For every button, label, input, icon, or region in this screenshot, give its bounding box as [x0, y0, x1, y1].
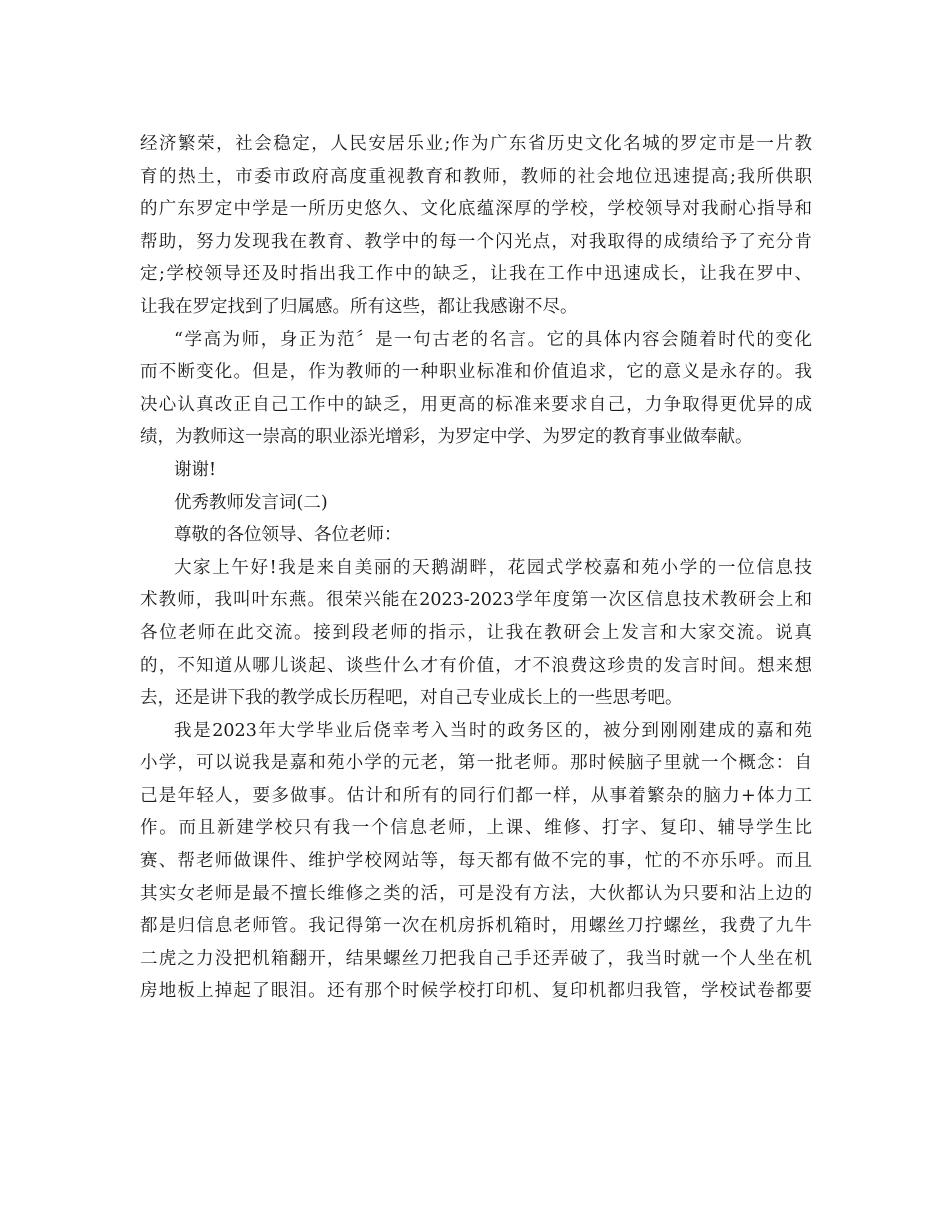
text-line-23: 赛、帮老师做课件、维护学校网站等，每天都有做不完的事，忙的不亦乐呼。而且 — [140, 851, 812, 872]
document-body — [140, 128, 812, 1008]
text-line-22: 作。而且新建学校只有我一个信息老师，上课、维修、打字、复印、辅导学生比 — [140, 818, 812, 839]
text-line-17: 的，不知道从哪儿谈起、谈些什么才有价值，才不浪费这珍贵的发言时间。想来想 — [140, 655, 812, 676]
text-line-27: 房地板上掉起了眼泪。还有那个时候学校打印机、复印机都归我管，学校试卷都要 — [140, 981, 812, 1002]
text-line-19: 我是2023年大学毕业后侥幸考入当时的政务区的，被分到刚刚建成的嘉和苑 — [174, 720, 812, 741]
salutation: 尊敬的各位领导、各位老师： — [174, 525, 402, 546]
text-line-18: 去，还是讲下我的教学成长历程吧，对自己专业成长上的一些思考吧。 — [140, 688, 683, 709]
text-line-20: 小学，可以说我是嘉和苑小学的元老，第一批老师。那时候脑子里就一个概念：自 — [140, 753, 812, 774]
text-line-24: 其实女老师是最不擅长维修之类的活，可是没有方法，大伙都认为只要和沾上边的 — [140, 883, 812, 904]
text-line-10: 绩，为教师这一崇高的职业添光增彩，为罗定中学、为罗定的教育事业做奉献。 — [140, 427, 753, 448]
text-line-15: 术教师，我叫叶东燕。很荣兴能在2023-2023学年度第一次区信息技术教研会上和 — [140, 590, 812, 611]
text-line-9: 决心认真改正自己工作中的缺乏，用更高的标准来要求自己，力争取得更优异的成 — [140, 394, 812, 415]
text-line-1: 经济繁荣，社会稳定，人民安居乐业;作为广东省历史文化名城的罗定市是一片教 — [140, 134, 812, 154]
text-line-11: 谢谢! — [174, 459, 217, 480]
text-line-2: 育的热土，市委市政府高度重视教育和教师，教师的社会地位迅速提高;我所供职 — [140, 166, 812, 187]
text-line-21: 己是年轻人，要多做事。估计和所有的同行们都一样，从事着繁杂的脑力+体力工 — [140, 785, 812, 806]
text-line-7: “学高为师，身正为范〞是一句古老的名言。它的具体内容会随着时代的变化 — [174, 329, 812, 350]
text-line-16: 各位老师在此交流。接到段老师的指示，让我在教研会上发言和大家交流。说真 — [140, 622, 812, 643]
text-line-5: 定;学校领导还及时指出我工作中的缺乏，让我在工作中迅速成长，让我在罗中、 — [140, 264, 812, 285]
text-line-8: 而不断变化。但是，作为教师的一种职业标准和价值追求，它的意义是永存的。我 — [140, 362, 812, 383]
text-line-3: 的广东罗定中学是一所历史悠久、文化底蕴深厚的学校，学校领导对我耐心指导和 — [140, 199, 812, 220]
section-heading: 优秀教师发言词(二) — [174, 492, 328, 513]
text-line-26: 二虎之力没把机箱翻开，结果螺丝刀把我自己手还弄破了，我当时就一个人坐在机 — [140, 948, 812, 969]
text-line-6: 让我在罗定找到了归属感。所有这些，都让我感谢不尽。 — [140, 296, 578, 317]
text-line-14: 大家上午好!我是来自美丽的天鹅湖畔，花园式学校嘉和苑小学的一位信息技 — [174, 557, 812, 578]
text-line-25: 都是归信息老师管。我记得第一次在机房拆机箱时，用螺丝刀拧螺丝，我费了九牛 — [140, 916, 812, 937]
text-line-4: 帮助，努力发现我在教育、教学中的每一个闪光点，对我取得的成绩给予了充分肯 — [140, 231, 812, 252]
